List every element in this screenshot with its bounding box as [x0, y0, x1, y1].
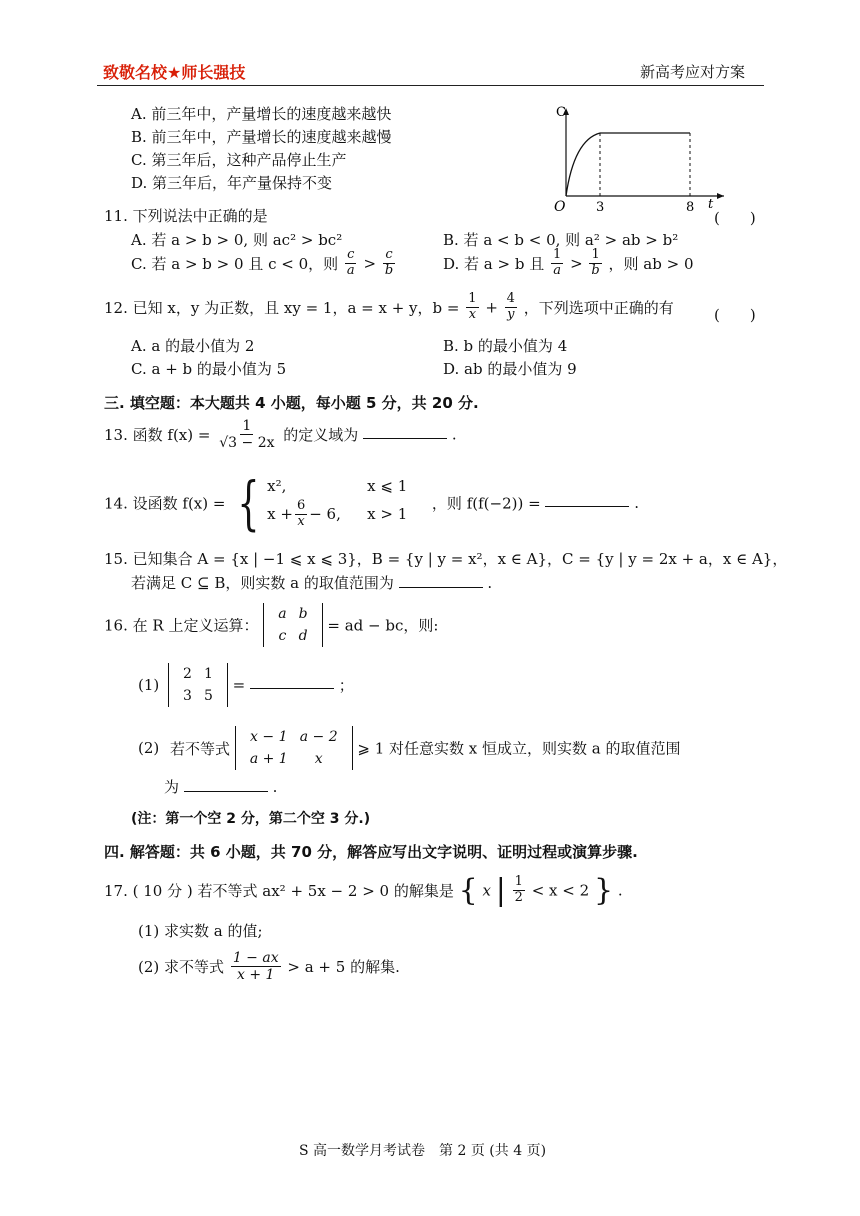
- q16-determinant-def: a b c d: [263, 603, 322, 647]
- q12-paren: ( ): [714, 306, 756, 324]
- q12-option-a: A. a 的最小值为 2: [131, 337, 255, 355]
- q16-part1-answer-blank[interactable]: [250, 674, 334, 689]
- q11-stem: 11. 下列说法中正确的是: [104, 207, 268, 225]
- q14-answer-blank[interactable]: [545, 492, 629, 507]
- q12-option-b: B. b 的最小值为 4: [443, 337, 568, 355]
- q11-paren: ( ): [714, 209, 756, 227]
- scoring-note: (注：第一个空 2 分，第二个空 3 分.): [131, 811, 371, 827]
- graph-origin: O: [554, 199, 566, 215]
- graph-y-label: C: [556, 105, 566, 120]
- q13-answer-blank[interactable]: [363, 424, 447, 439]
- q17-stem: 17. ( 10 分 ) 若不等式 ax² + 5x − 2 > 0 的解集是 { x | $\frac{1}{2}$ < x < 2 } .: [104, 873, 623, 908]
- graph-x-label: t: [708, 197, 714, 212]
- q14: 14. 设函数 f(x) = { x², x ⩽ 1 x + $\frac{6}{x}$ − 6, x > 1 ，则 f(f(−2)) = .: [104, 469, 639, 537]
- q10-option-a: A. 前三年中，产量增长的速度越来越快: [131, 105, 392, 123]
- q11-option-c: C. 若 a > b > 0 且 c < 0，则 $\frac{c}{a}$ > $\frac{c}{b}$: [131, 247, 394, 278]
- q12-stem: 12. 已知 x，y 为正数，且 xy = 1，a = x + y，b = $\frac{1}{x}$ + $\frac{4}{y}$ ，下列选项中正确的有: [104, 291, 674, 322]
- q12-option-c: C. a + b 的最小值为 5: [131, 360, 287, 378]
- section-4-heading: 四. 解答题：共 6 小题，共 70 分，解答应写出文字说明、证明过程或演算步骤.: [104, 843, 638, 861]
- q15-line1: 15. 已知集合 A = {x | −1 ⩽ x ⩽ 3}，B = {y | y = x²，x ∈ A}，C = {y | y = 2x + a，x ∈ A}，: [104, 550, 788, 568]
- page-footer: S 高一数学月考试卷 第 2 页 (共 4 页): [299, 1143, 547, 1159]
- q15-line2: 若满足 C ⊆ B，则实数 a 的取值范围为 .: [131, 574, 493, 592]
- graph-tick-3: 3: [596, 200, 605, 215]
- header-slogan: 新高考应对方案: [640, 63, 746, 81]
- graph-tick-8: 8: [686, 200, 695, 215]
- q10-graph: [540, 100, 730, 220]
- q10-option-c: C. 第三年后，这种产品停止生产: [131, 151, 347, 169]
- q10-option-b: B. 前三年中，产量增长的速度越来越慢: [131, 128, 392, 146]
- q16-part2-line2: 为 .: [164, 778, 278, 796]
- q12-option-d: D. ab 的最小值为 9: [443, 360, 577, 378]
- q15-answer-blank[interactable]: [399, 573, 483, 588]
- q16-part2: (2) 若不等式 x − 1 a − 2 a + 1 x ⩾ 1 对任意实数 x 恒成立，则实数 a 的取值范围: [138, 726, 681, 770]
- q16-stem: 16. 在 R 上定义运算： a b c d = ad − bc，则:: [104, 603, 438, 647]
- q16-part2-determinant: x − 1 a − 2 a + 1 x: [235, 726, 353, 770]
- q10-option-d: D. 第三年后，年产量保持不变: [131, 174, 333, 192]
- q11-option-d: D. 若 a > b 且 $\frac{1}{a}$ > $\frac{1}{b}$ ，则 ab > 0: [443, 247, 694, 278]
- header-rule: [97, 85, 764, 86]
- q11-option-a: A. 若 a > b > 0, 则 ac² > bc²: [131, 231, 343, 249]
- header-brand: 致敬名校★师长强技: [103, 63, 246, 82]
- q16-part1: (1) 2 1 3 5 = ；: [138, 663, 354, 707]
- q16-part2-answer-blank[interactable]: [184, 777, 268, 792]
- q17-part1: (1) 求实数 a 的值;: [138, 922, 263, 940]
- section-3-heading: 三. 填空题：本大题共 4 小题，每小题 5 分，共 20 分.: [104, 394, 479, 412]
- q13: 13. 函数 f(x) = $\frac{1}{√3 - 2x}$ 的定义域为 .: [104, 418, 457, 452]
- q11-option-b: B. 若 a < b < 0, 则 a² > ab > b²: [443, 231, 679, 249]
- q16-part1-determinant: 2 1 3 5: [168, 663, 228, 707]
- q17-part2: (2) 求不等式 $\frac{1 - ax}{x + 1}$ > a + 5 的解集.: [138, 950, 400, 984]
